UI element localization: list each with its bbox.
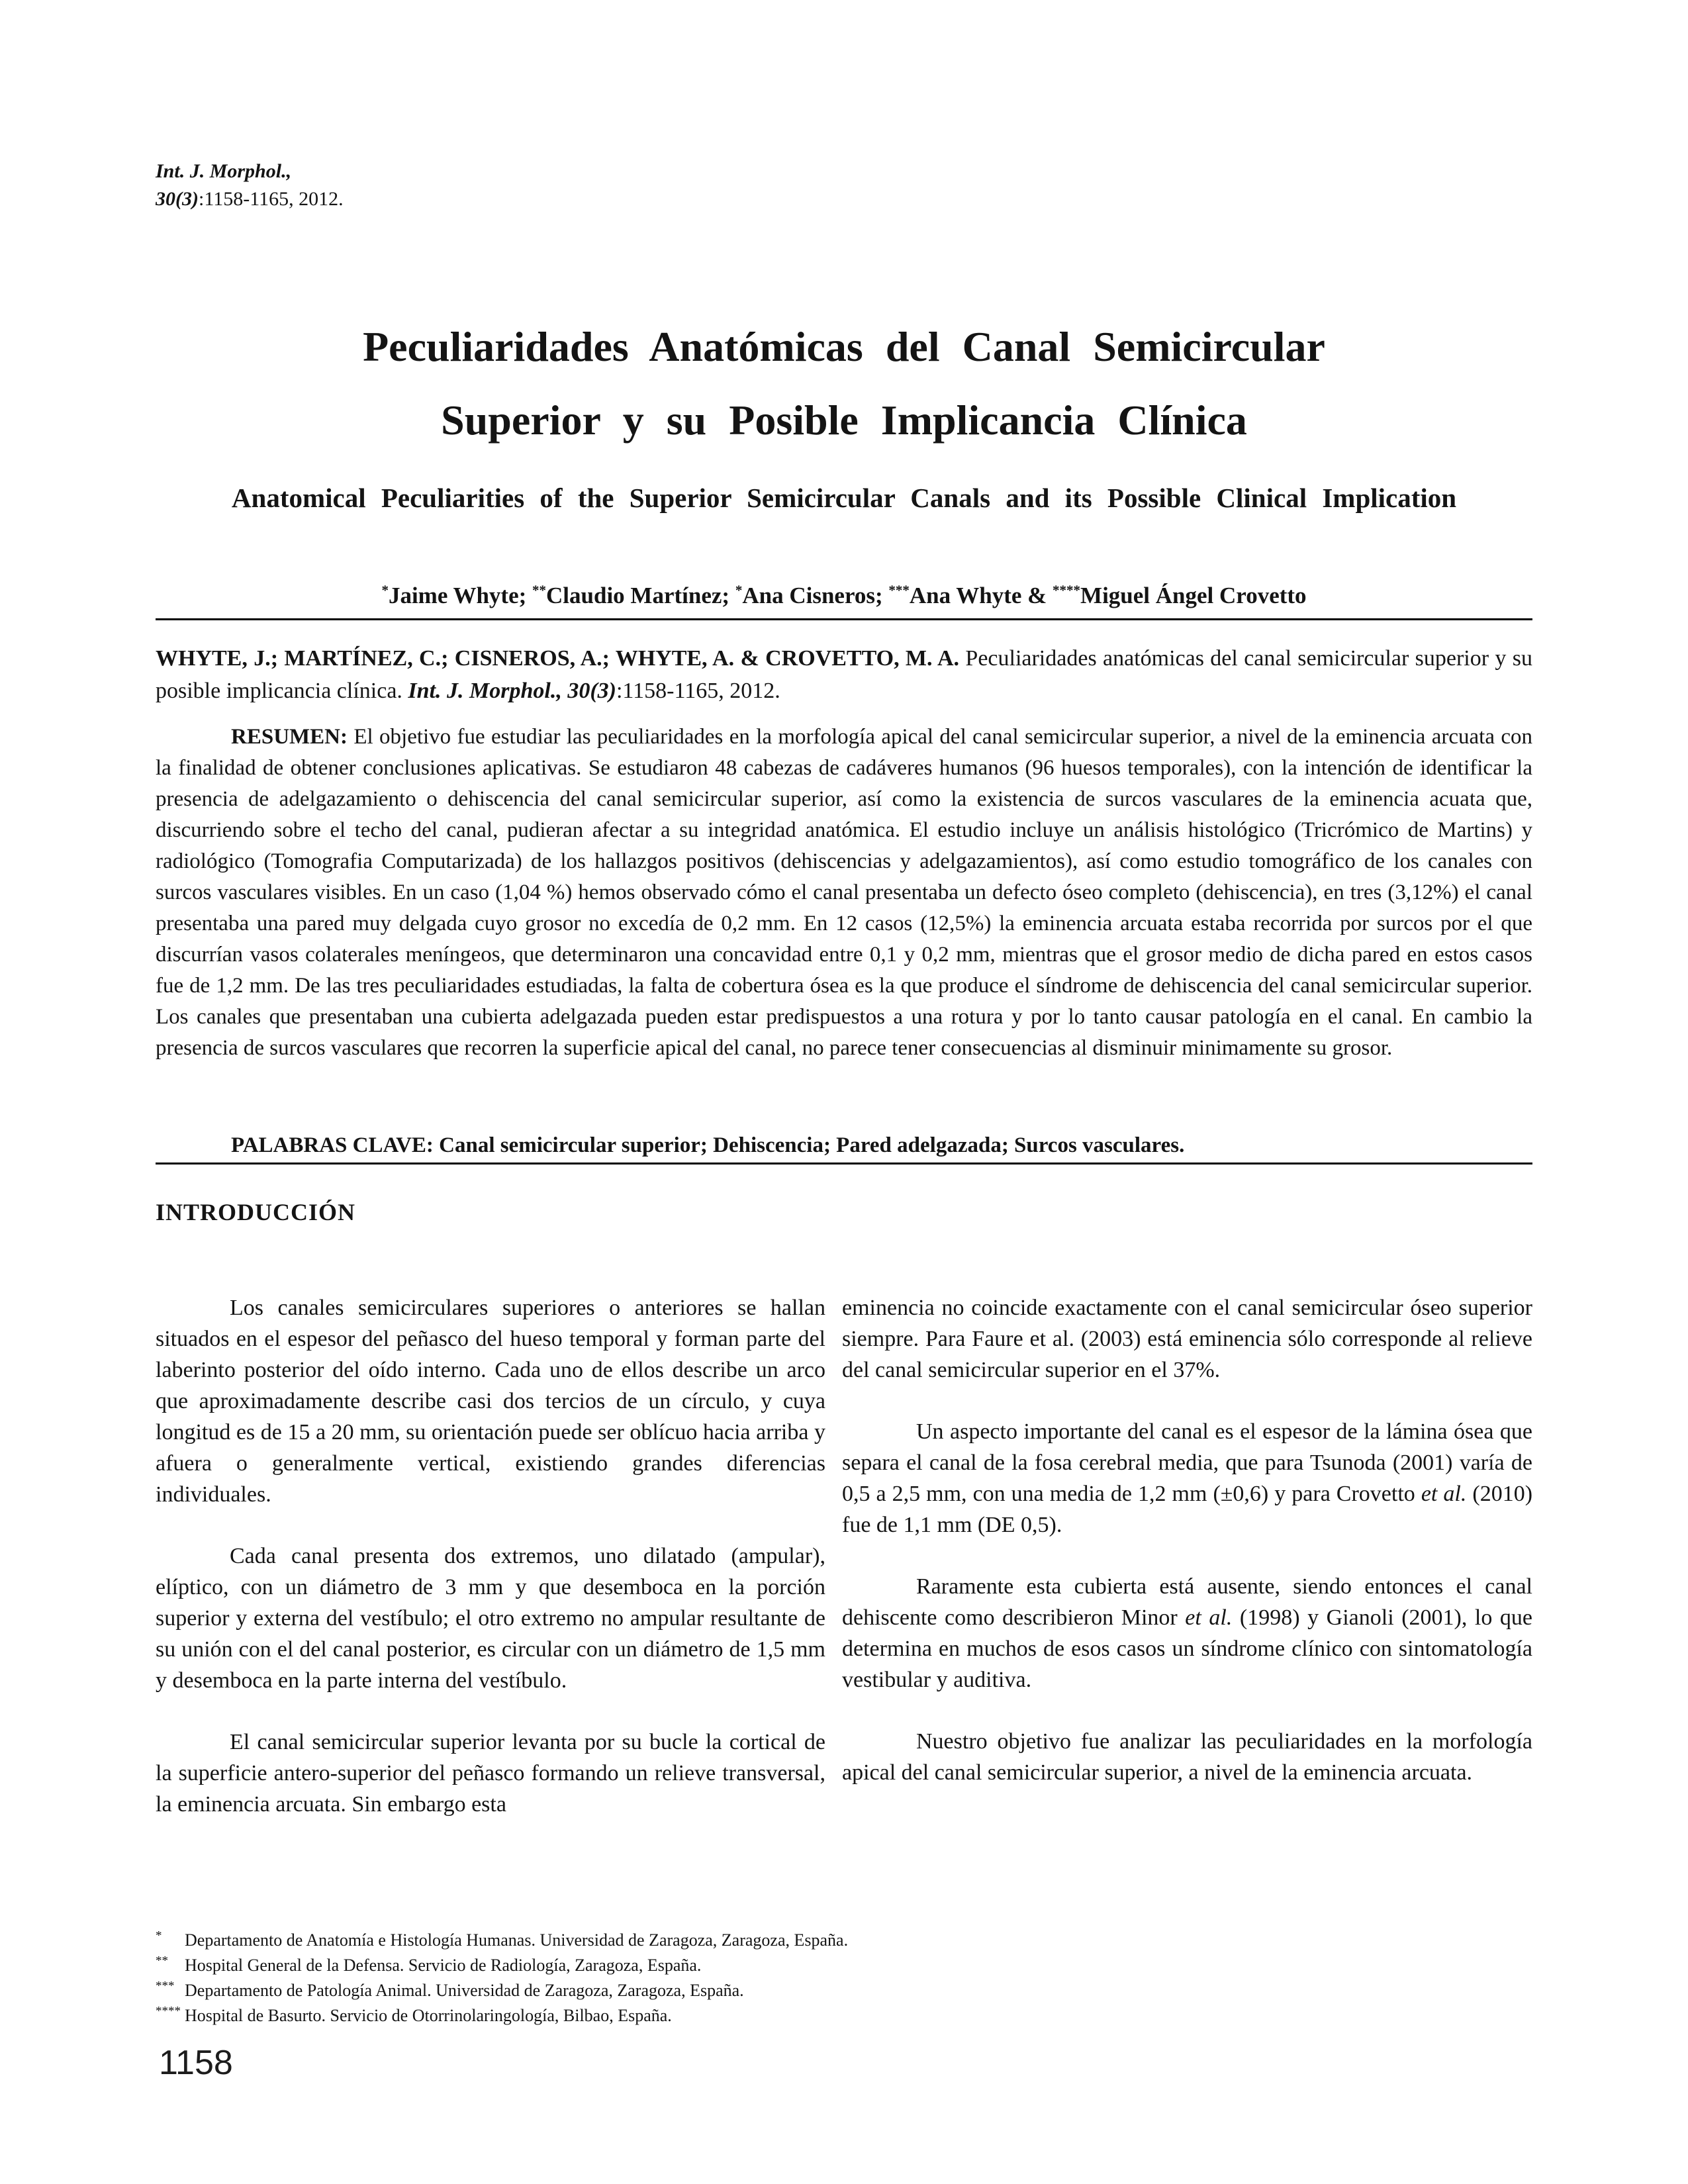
abstract-text: El objetivo fue estudiar las peculiaridades en la morfología apical del canal semicircular superior, a nivel de la eminencia arcuata con la finalidad de obtener conclusiones aplicativas. Se estudiaron 48 cabezas de cadáveres humanos (96 huesos temporales), con la intención de identificar la presencia de adelgazamiento o dehiscencia del canal semicircular superior, así como la existencia de surcos vasculares de la eminencia acuata que, discurriendo sobre el techo del canal, pudieran afectar a su integridad anatómica. El estudio incluye un análisis histológico (Tricrómico de Martins) y radiológico (Tomografia Computarizada) de los hallazgos positivos (dehiscencias y adelgazamientos), así como estudio tomográfico de los canales con surcos vasculares visibles. En un caso (1,04 %) hemos observado cómo el canal presentaba un defecto óseo completo (dehiscencia), en tres (3,12%) el canal presentaba una pared muy delgada cuyo grosor no excedía de 0,2 mm. En 12 casos (12,5%) la eminencia arcuata estaba recorrida por surcos por el que discurrían vasos colaterales meníngeos, que determinaron una concavidad entre 0,1 y 0,2 mm, mientras que el grosor medio de dicha pared en estos casos fue de 1,2 mm. De las tres peculiaridades estudiadas, la falta de cobertura ósea es la que produce el síndrome de dehiscencia del canal semicircular superior. Los canales que presentaban una cubierta adelgazada pueden estar predispuestos a una rotura y por lo tanto causar patología en el canal. En cambio la presencia de surcos vasculares que recorren la superficie apical del canal, no parece tener consecuencias al disminuir minimamente su grosor. <box>156 725 1532 1060</box>
author-name: Miguel Ángel Crovetto <box>1080 583 1307 608</box>
footnote <box>156 1978 1413 2003</box>
paragraph-text: Raramente esta cubierta está ausente, siendo entonces el canal dehiscente como describieron Minor <box>842 1574 1532 1630</box>
author-affiliation-mark: * <box>735 582 743 598</box>
journal-pages-year: :1158-1165, 2012. <box>198 188 344 210</box>
introduction-left-column <box>156 1292 825 1850</box>
footnote-text: Hospital General de la Defensa. Servicio de Radiología, Zaragoza, España. <box>185 1956 702 1975</box>
footnote <box>156 1953 1413 1978</box>
paragraph: El canal semicircular superior levanta por su bucle la cortical de la superficie antero-superior del peñasco formando un relieve transversal, la eminencia arcuata. Sin embargo esta <box>156 1730 825 1817</box>
paragraph <box>842 1571 1532 1695</box>
article-title-line1: Peculiaridades Anatómicas del Canal Semicircular <box>363 323 1325 370</box>
citation-block <box>156 642 1532 707</box>
author-affiliation-mark: * <box>381 582 389 598</box>
footnote-text: Departamento de Anatomía e Histología Humanas. Universidad de Zaragoza, Zaragoza, España. <box>185 1930 849 1950</box>
abstract-paragraph <box>156 722 1532 1064</box>
footnote-text: Departamento de Patología Animal. Universidad de Zaragoza, Zaragoza, España. <box>185 1981 744 2000</box>
journal-header <box>156 158 751 213</box>
journal-name: Int. J. Morphol., <box>156 160 292 182</box>
horizontal-rule-top <box>156 618 1532 620</box>
journal-volume-issue: 30(3) <box>156 188 199 210</box>
footnote-marker: **** <box>156 2004 181 2018</box>
author-name: Jaime Whyte; <box>388 583 533 608</box>
paragraph-text: (1998) y Gianoli (2001), lo que determina en muchos de esos casos un síndrome clínico con sintomatología vestibular y auditiva. <box>842 1605 1532 1692</box>
footnote-text: Hospital de Basurto. Servicio de Otorrinolaringología, Bilbao, España. <box>185 2006 672 2025</box>
author-name: Ana Cisneros; <box>742 583 889 608</box>
footnote <box>156 1928 1413 1953</box>
paragraph: Los canales semicirculares superiores o anteriores se hallan situados en el espesor del peñasco del hueso temporal y forman parte del laberinto posterior del oído interno. Cada uno de ellos describe un arco que aproximadamente describe casi dos tercios de un círculo, y cuya longitud es de 15 a 20 mm, su orientación puede ser oblícuo hacia arriba y afuera o generalmente vertical, existiendo grandes diferencias individuales. <box>156 1296 825 1507</box>
citation-title: Peculiaridades anatómicas del canal semicircular superior y su posible implicancia clínica. <box>156 646 1532 703</box>
et-al-italic: et al. <box>1421 1482 1467 1506</box>
author-name: Claudio Martínez; <box>546 583 735 608</box>
citation-authors: WHYTE, J.; MARTÍNEZ, C.; CISNEROS, A.; WHYTE, A. & CROVETTO, M. A. <box>156 646 960 671</box>
introduction-heading: INTRODUCCIÓN <box>156 1199 356 1225</box>
paragraph-text: (2010) fue de 1,1 mm (DE 0,5). <box>842 1482 1533 1537</box>
introduction-right-column <box>842 1292 1532 1819</box>
citation-journal: Int. J. Morphol., 30(3) <box>408 679 616 703</box>
article-title-line2: Superior y su Posible Implicancia Clínica <box>441 397 1247 444</box>
article-title-spanish <box>156 310 1532 457</box>
author-affiliation-mark: **** <box>1053 582 1081 598</box>
footnote-marker: ** <box>156 1954 168 1968</box>
author-affiliation-mark: *** <box>888 582 910 598</box>
author-affiliation-mark: ** <box>532 582 547 598</box>
abstract-label: RESUMEN: <box>231 725 348 749</box>
et-al-italic: et al. <box>1185 1605 1233 1630</box>
page-number: 1158 <box>159 2044 233 2082</box>
footnote-marker: *** <box>156 1979 175 1993</box>
paragraph-continuation: eminencia no coincide exactamente con el canal semicircular óseo superior siempre. Para Faure et al. (2003) está eminencia sólo corresponde al relieve del canal semicircular superior en el 37%. <box>842 1296 1532 1382</box>
paragraph <box>842 1416 1532 1541</box>
author-name: Ana Whyte & <box>909 583 1053 608</box>
paragraph: Cada canal presenta dos extremos, uno dilatado (ampular), elíptico, con un diámetro de 3 mm y que desemboca en la porción superior y externa del vestíbulo; el otro extremo no ampular resultante de su unión con el del canal posterior, es circular con un diámetro de 1,5 mm y desemboca en la parte interna del vestíbulo. <box>156 1544 825 1693</box>
authors-line <box>156 581 1532 610</box>
article-title-english: Anatomical Peculiarities of the Superior Semicircular Canals and its Possible Clinical Implication <box>231 483 1457 513</box>
journal-issue-line <box>156 185 751 213</box>
footnote-marker: * <box>156 1928 162 1943</box>
horizontal-rule-keywords <box>156 1163 1532 1164</box>
footnote <box>156 2003 1413 2028</box>
keywords-line: PALABRAS CLAVE: Canal semicircular superior; Dehiscencia; Pared adelgazada; Surcos vasculares. <box>231 1133 1185 1157</box>
citation-pages: :1158-1165, 2012. <box>616 679 780 703</box>
paragraph-text: Un aspecto importante del canal es el espesor de la lámina ósea que separa el canal de la fosa cerebral media, que para Tsunoda (2001) varía de 0,5 a 2,5 mm, con una media de 1,2 mm (±0,6) y para Crovetto <box>842 1419 1532 1506</box>
paragraph: Nuestro objetivo fue analizar las peculiaridades en la morfología apical del canal semicircular superior, a nivel de la eminencia arcuata. <box>842 1729 1532 1785</box>
affiliation-footnotes <box>156 1928 1413 2028</box>
